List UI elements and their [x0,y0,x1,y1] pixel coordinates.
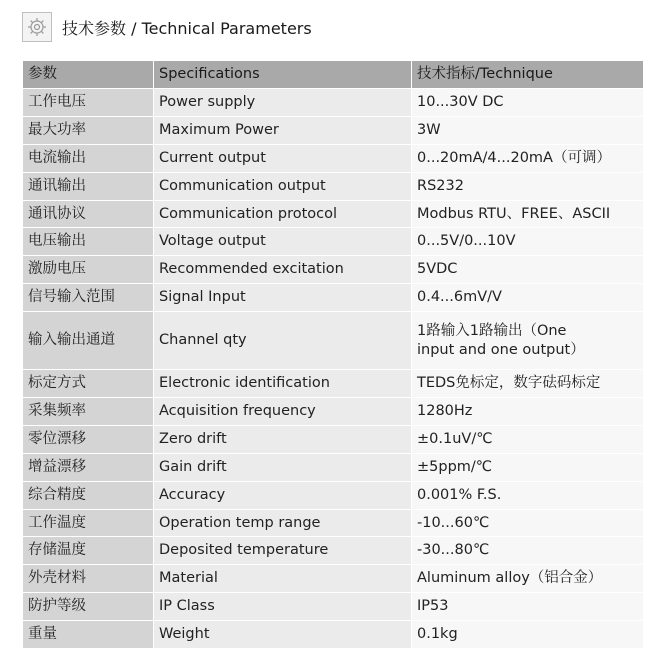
table-row [23,312,644,370]
param-cell: 电压输出 [23,228,154,256]
table-row [23,565,644,593]
column-header-value: 技术指标/Technique [412,61,644,89]
value-cell: -30...80℃ [412,537,644,565]
table-row [23,200,644,228]
table-row [23,116,644,144]
table-row [23,284,644,312]
table-row [23,425,644,453]
value-cell: 0...5V/0...10V [412,228,644,256]
gear-icon [22,12,52,42]
param-cell: 外壳材料 [23,565,154,593]
table-row [23,172,644,200]
table-row [23,593,644,621]
param-cell: 信号输入范围 [23,284,154,312]
value-cell: RS232 [412,172,644,200]
spec-cell: Acquisition frequency [154,398,412,426]
param-cell: 综合精度 [23,481,154,509]
spec-cell: Electronic identification [154,370,412,398]
value-cell: -10...60℃ [412,509,644,537]
spec-cell: Zero drift [154,425,412,453]
param-cell: 零位漂移 [23,425,154,453]
page-header [22,12,312,42]
param-cell: 重量 [23,621,154,649]
value-cell: 0...20mA/4...20mA（可调） [412,144,644,172]
spec-cell: Deposited temperature [154,537,412,565]
param-cell: 通讯输出 [23,172,154,200]
table-header-row [23,61,644,89]
value-cell: 1路输入1路输出（One input and one output） [412,312,644,370]
spec-cell: Communication protocol [154,200,412,228]
table-row [23,453,644,481]
value-cell: 1280Hz [412,398,644,426]
spec-cell: Weight [154,621,412,649]
spec-cell: Power supply [154,89,412,117]
param-cell: 标定方式 [23,370,154,398]
table-row [23,509,644,537]
page-title: 技术参数 / Technical Parameters [62,18,312,38]
table-row [23,228,644,256]
param-cell: 增益漂移 [23,453,154,481]
param-cell: 最大功率 [23,116,154,144]
param-cell: 工作电压 [23,89,154,117]
table-row [23,370,644,398]
spec-cell: Current output [154,144,412,172]
value-cell: 3W [412,116,644,144]
value-cell: 5VDC [412,256,644,284]
table-row [23,89,644,117]
value-cell: 10...30V DC [412,89,644,117]
param-cell: 工作温度 [23,509,154,537]
spec-cell: Accuracy [154,481,412,509]
column-header-spec: Specifications [154,61,412,89]
spec-cell: Operation temp range [154,509,412,537]
table-row [23,398,644,426]
param-cell: 存储温度 [23,537,154,565]
spec-cell: Material [154,565,412,593]
table-row [23,144,644,172]
parameters-table [22,60,644,649]
param-cell: 电流输出 [23,144,154,172]
column-header-param: 参数 [23,61,154,89]
param-cell: 通讯协议 [23,200,154,228]
value-cell: IP53 [412,593,644,621]
param-cell: 激励电压 [23,256,154,284]
spec-cell: Signal Input [154,284,412,312]
spec-cell: Channel qty [154,312,412,370]
spec-cell: IP Class [154,593,412,621]
param-cell: 防护等级 [23,593,154,621]
value-cell: ±0.1uV/℃ [412,425,644,453]
value-cell: ±5ppm/℃ [412,453,644,481]
spec-cell: Gain drift [154,453,412,481]
spec-cell: Recommended excitation [154,256,412,284]
table-row [23,481,644,509]
param-cell: 输入输出通道 [23,312,154,370]
value-cell: Modbus RTU、FREE、ASCII [412,200,644,228]
param-cell: 采集频率 [23,398,154,426]
table-row [23,537,644,565]
spec-cell: Communication output [154,172,412,200]
value-cell: TEDS免标定，数字砝码标定 [412,370,644,398]
table-row [23,621,644,649]
value-cell: 0.1kg [412,621,644,649]
value-cell: Aluminum alloy（铝合金） [412,565,644,593]
table-row [23,256,644,284]
spec-cell: Maximum Power [154,116,412,144]
value-cell: 0.001% F.S. [412,481,644,509]
spec-cell: Voltage output [154,228,412,256]
value-cell: 0.4...6mV/V [412,284,644,312]
